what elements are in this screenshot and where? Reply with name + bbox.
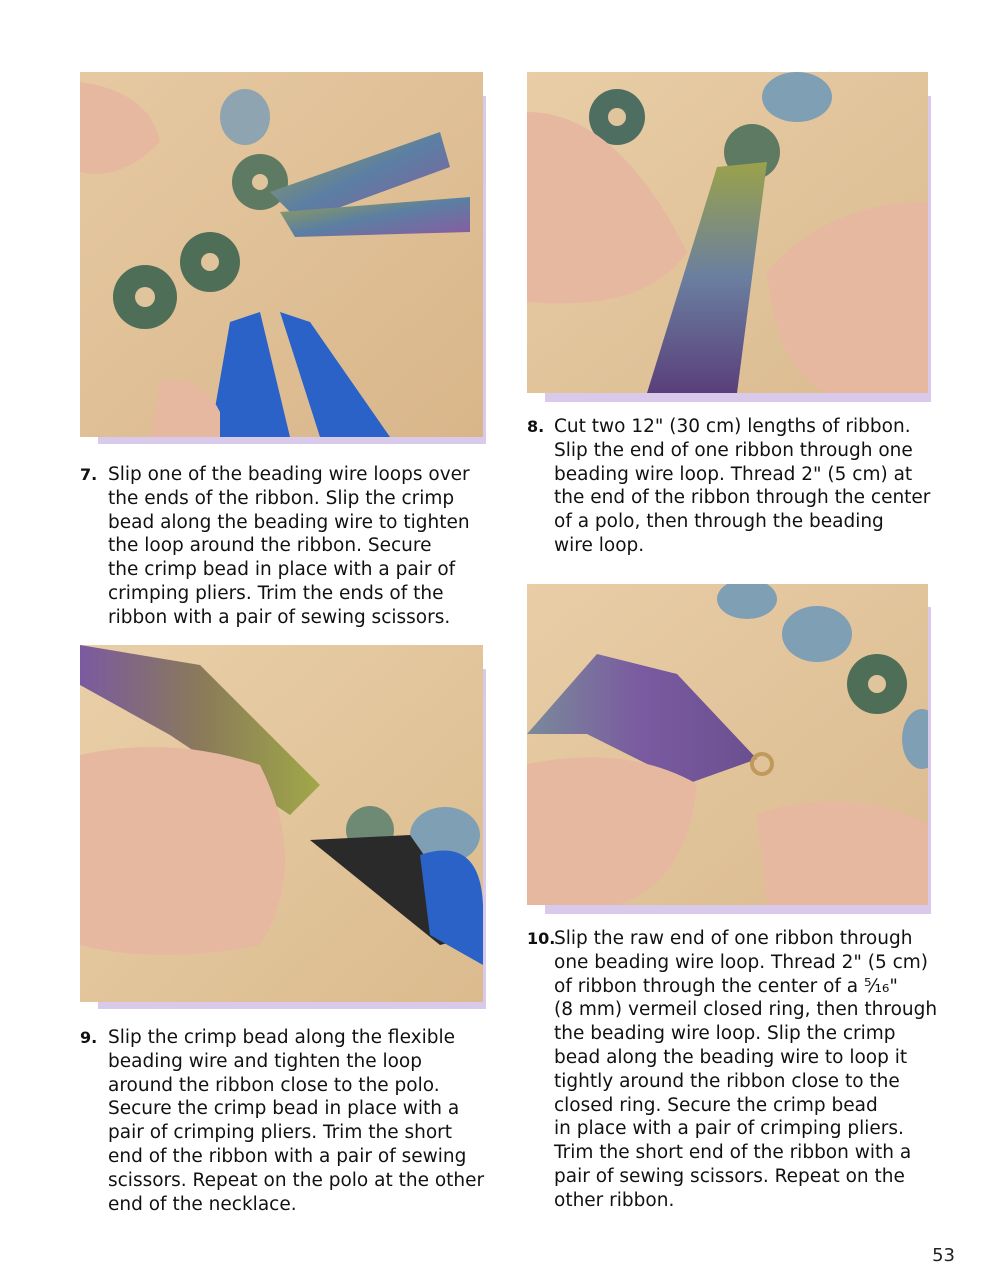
step-number: 9. xyxy=(80,1028,98,1047)
page-number: 53 xyxy=(932,1245,955,1266)
step-text: Cut two 12" (30 cm) lengths of ribbon. Slip the end of one ribbon through one beading wire loop. Thread 2" (5 cm) at the end of the ribbon through the center of a polo, then through the beading wire loop. xyxy=(554,416,931,556)
step-8-photo xyxy=(527,72,928,393)
step-10 xyxy=(527,927,947,1217)
step-text: Slip the crimp bead along the flexible beading wire and tighten the loop around the ribbon close to the polo. Secure the crimp bead in place with a pair of crimping pliers. Trim the short end of the ribbon with a pair of sewing scissors. Repeat on the polo at the other end of the necklace. xyxy=(108,1027,485,1215)
step-number: 8. xyxy=(527,417,545,436)
step-7 xyxy=(80,463,490,633)
step-text: Slip the raw end of one ribbon through one beading wire loop. Thread 2" (5 cm) of ribbon through the center of a ⁵⁄₁₆" (8 mm) vermeil closed ring, then through the beading wire loop. Slip the crimp bead along the beading wire to loop it tightly around the ribbon close to the closed ring. Secure the crimp bead in place with a pair of crimping pliers. Trim the short end of the ribbon with a pair of sewing scissors. Repeat on the other ribbon. xyxy=(554,928,938,1211)
step-9 xyxy=(80,1026,500,1221)
step-10-photo xyxy=(527,584,928,905)
step-9-photo xyxy=(80,645,483,1002)
step-8 xyxy=(527,415,947,560)
step-7-photo xyxy=(80,72,483,437)
step-text: Slip one of the beading wire loops over the ends of the ribbon. Slip the crimp bead along the beading wire to tighten the loop around the ribbon. Secure the crimp bead in place with a pair of crimping pliers. Trim the ends of the ribbon with a pair of sewing scissors. xyxy=(108,464,470,628)
step-number: 7. xyxy=(80,465,98,484)
step-number: 10. xyxy=(527,929,556,948)
